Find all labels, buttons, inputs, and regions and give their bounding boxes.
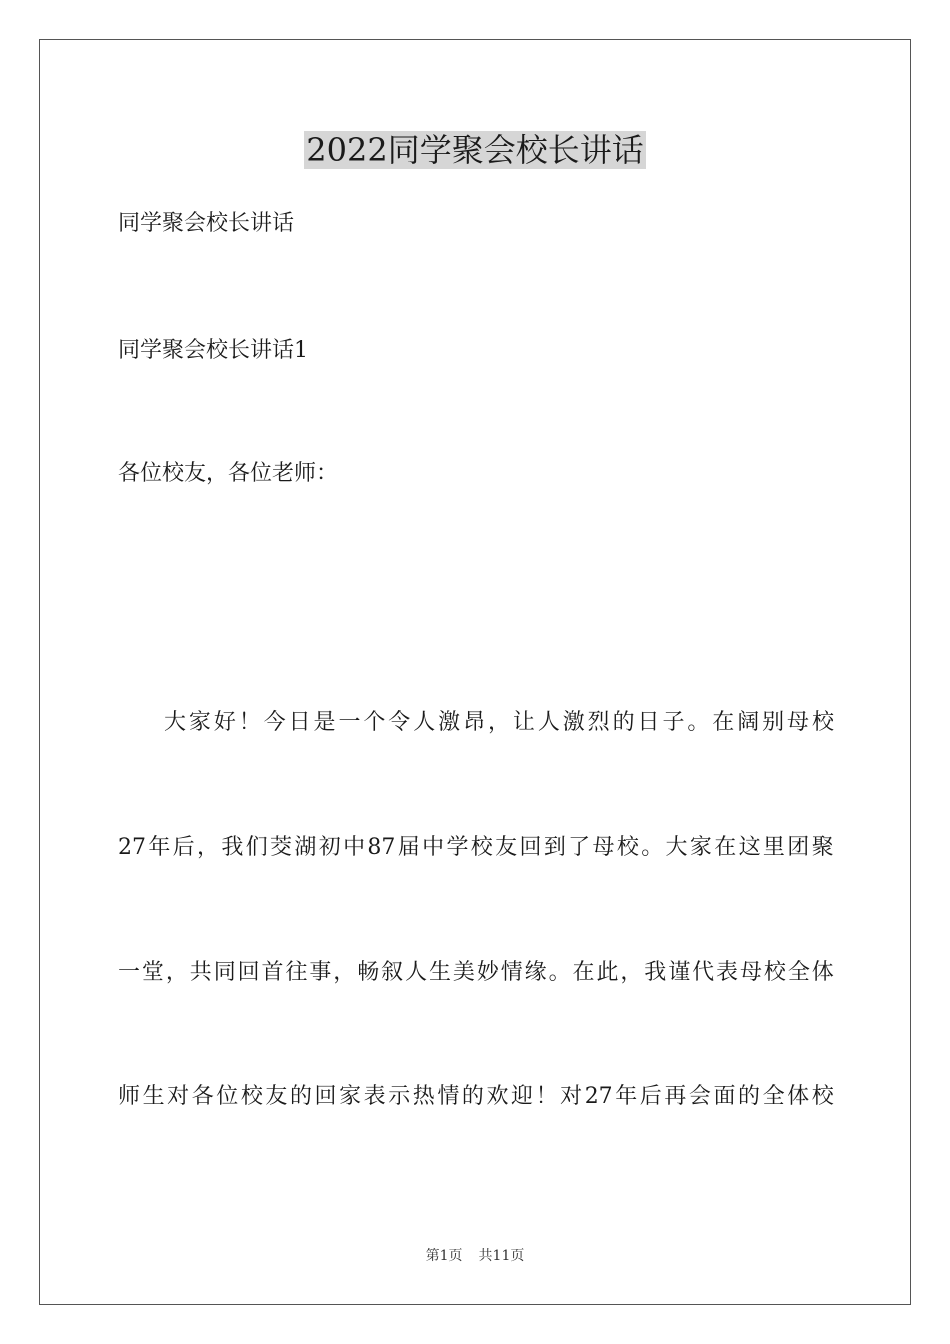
body-line: 27 年 后 ， 我 们 茭 湖 初 中 87 届 中 学 校 友 回 到 了 母 校 。 大 家 在 这 里 团 聚	[118, 835, 834, 860]
page-footer	[0, 1246, 950, 1266]
page-total: 共11页	[478, 1248, 525, 1264]
body-line: 大 家 好 ！ 今 日 是 一 个 令 人 激 昂 ， 让 人 激 烈 的 日 子 。 在 阔 别 母 校	[164, 710, 834, 735]
body-line: 师 生 对 各 位 校 友 的 回 家 表 示 热 情 的 欢 迎 ！ 对 27 年 后 再 会 面 的 全 体 校	[118, 1084, 834, 1109]
page-number: 第1页	[425, 1248, 463, 1264]
document-title	[0, 128, 950, 172]
body-line: 一 堂 ， 共 同 回 首 往 事 ， 畅 叙 人 生 美 妙 情 缘 。 在 此 ， 我 谨 代 表 母 校 全 体	[118, 960, 834, 985]
document-heading: 同学聚会校长讲话	[118, 211, 295, 236]
document-subheading: 同学聚会校长讲话1	[118, 338, 308, 363]
salutation: 各位校友，各位老师：	[118, 461, 339, 486]
document-title-text: 2022同学聚会校长讲话	[306, 131, 644, 169]
